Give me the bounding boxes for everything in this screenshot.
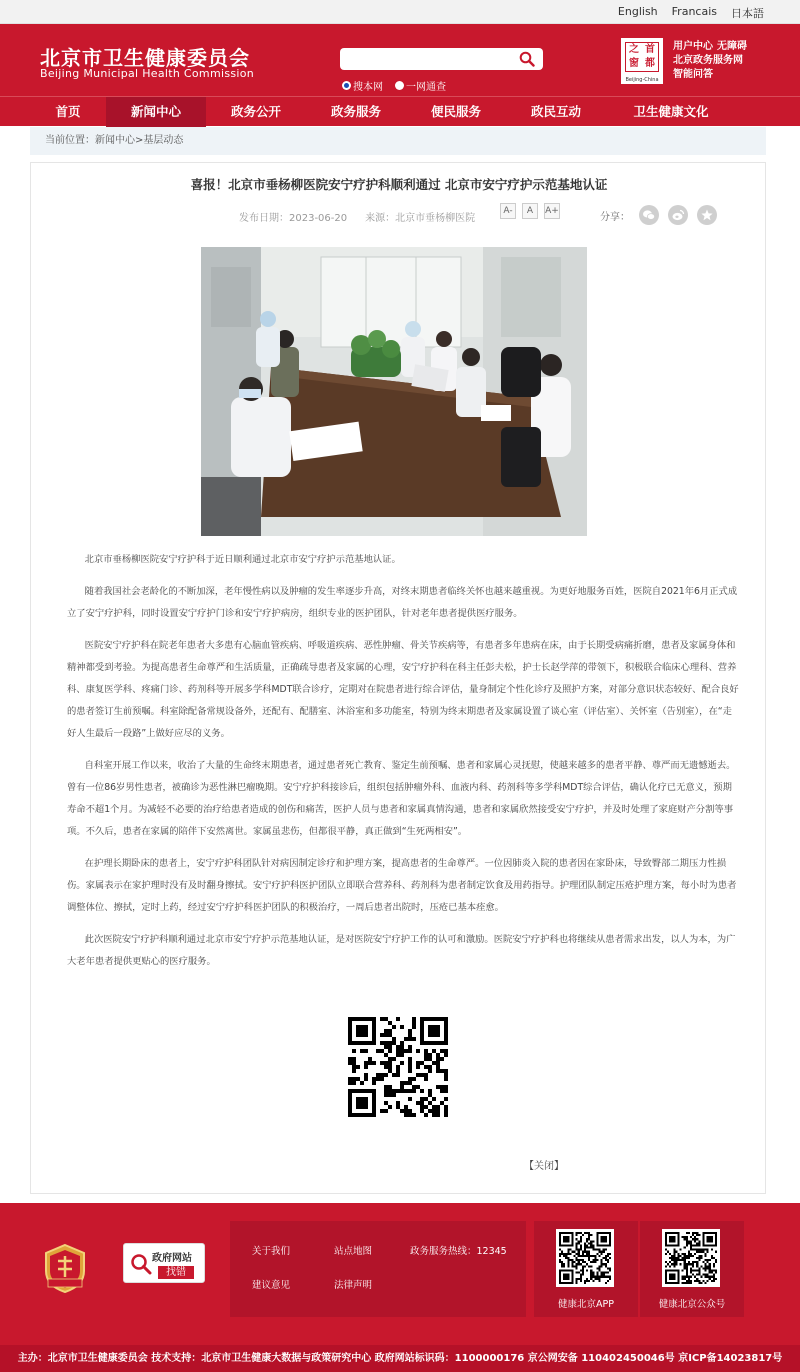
capital-window-seal[interactable]: 之 首 窗 都 Beijing-China [621, 38, 663, 84]
magnifier-icon [130, 1253, 152, 1275]
share-bar [600, 205, 717, 225]
site-logo-en: Beijing Municipal Health Commission [40, 67, 255, 80]
article-qr-code-icon [348, 1017, 448, 1117]
article-paragraph: 北京市垂杨柳医院安宁疗护科于近日顺利通过北京市安宁疗护示范基地认证。 [84, 554, 401, 565]
nav-public-service[interactable]: 便民服务 [430, 104, 481, 119]
article-paragraph: 在护理长期卧床的患者上，安宁疗护科团队针对病因制定诊疗和护理方案，提高患者的生命尊严。一位因肺炎入院的患者因在家卧床，导致臀部二期压力性损伤。家属表示在家护理时没有及时翻身擦拭。安宁疗护科医护团队立即联合营养科、药剂科为患者制定饮食及用药指导。护理团队制定压疮护理方案，每小时为患者调整体位、擦拭，定时上药，经过安宁疗护科医护团队的积极治疗，一周后患者出院时，压疮已基本痊愈。 [67, 858, 737, 913]
party-badge-icon[interactable] [42, 1243, 88, 1293]
seal-icon: 之 首 窗 都 [625, 42, 659, 72]
meeting-photo [201, 247, 587, 536]
main-nav [0, 96, 800, 126]
lang-french-link[interactable]: Francais [671, 5, 717, 18]
search-icon[interactable] [519, 51, 535, 67]
article-paragraph: 此次医院安宁疗护科顺利通过北京市安宁疗护示范基地认证，是对医院安宁疗护工作的认可和激励。医院安宁疗护科也将继续从患者需求出发，以人为本，为广大老年患者提供更贴心的医疗服务。 [67, 934, 736, 967]
smart-qa-link[interactable]: 智能问答 [673, 69, 713, 80]
font-size-controls [500, 203, 560, 219]
nav-home[interactable]: 首页 [55, 104, 81, 119]
about-us-link[interactable]: 关于我们 [252, 1246, 291, 1257]
feedback-link[interactable]: 建议意见 [252, 1280, 291, 1291]
article-paragraph: 医院安宁疗护科在院老年患者大多患有心脑血管疾病、呼吸道疾病、恶性肿瘤、骨关节疾病等，有患者多年患病在床，由于长期受病痛折磨，患者及家属身体和精神都受到考验。为提高患者生命尊严和生活质量，正确疏导患者及家属的心理，安宁疗护科在科主任彭夫松，护士长赵学萍的带领下，积极联合临床心理科、营养科、康复医学科、疼痛门诊、药剂科等开展多学科MDT联合诊疗，定期对在院患者进行综合评估，量身制定个性化诊疗及照护方案，对部分意识状态较好、配合良好的患者签订生前预嘱。科室除配备常规设备外，还配有、配膳室、沐浴室和多功能室，特别为终末期患者及家属设置了谈心室（评估室）、关怀室（告别室），在“走好人生最后一段路”上做好应尽的义务。 [67, 640, 739, 739]
footer-links [230, 1221, 526, 1317]
font-normal-button[interactable]: A [522, 203, 538, 219]
app-qr-code-icon [559, 1232, 611, 1284]
font-larger-button[interactable]: A+ [544, 203, 560, 219]
nav-health-culture[interactable]: 卫生健康文化 [633, 104, 709, 119]
wechat-icon[interactable] [639, 205, 659, 225]
article-source: 来源：北京市垂杨柳医院 [365, 213, 476, 224]
wechat-qr-code-icon [665, 1232, 717, 1284]
copyright-bar: 主办：北京市卫生健康委员会 技术支持：北京市卫生健康大数据与政策研究中心 政府网站标识码：1100000176 京公网安备 11040245004​6号 京ICP备14023817号 [0, 1345, 800, 1372]
search-scope [342, 78, 446, 93]
site-header [0, 24, 800, 96]
lang-japanese-link[interactable]: 日本語 [731, 7, 764, 20]
publish-date: 发布日期：2023-06-20 [239, 213, 348, 224]
language-bar [0, 0, 800, 24]
lang-english-link[interactable]: English [617, 5, 658, 18]
article-meta [239, 209, 475, 224]
legal-link[interactable]: 法律声明 [334, 1280, 373, 1291]
nav-interaction[interactable]: 政民互动 [530, 104, 581, 119]
gov-site-report-button[interactable]: 政府网站 找错 [123, 1243, 205, 1283]
sitemap-link[interactable]: 站点地图 [334, 1246, 373, 1257]
close-link[interactable]: 【关闭】 [524, 1161, 564, 1172]
article-container [30, 162, 766, 1194]
scope-site-radio[interactable]: 搜本网 [342, 78, 383, 93]
search-box [340, 48, 543, 70]
hotline-text: 政务服务热线：12345 [410, 1246, 507, 1257]
nav-gov-open[interactable]: 政务公开 [230, 104, 281, 119]
site-footer [0, 1203, 800, 1345]
nav-gov-service[interactable]: 政务服务 [330, 104, 381, 119]
header-quick-links [673, 40, 751, 82]
article-body [67, 549, 739, 983]
site-logo-cn[interactable]: 北京市卫生健康委员会 [40, 46, 250, 70]
scope-all-radio[interactable]: 一网通查 [395, 78, 446, 93]
breadcrumb[interactable]: 当前位置：新闻中心>基层动态 [30, 127, 766, 155]
language-links [618, 5, 764, 21]
article-paragraph: 随着我国社会老龄化的不断加深，老年慢性病以及肿瘤的发生率逐步升高，对终末期患者临终关怀也越来越重视。为更好地服务百姓，医院自2021年6月正式成立了安宁疗护科，同时设置安宁疗护门诊和安宁疗护病房，组织专业的医护团队，针对老年患者提供医疗服务。 [67, 586, 738, 619]
star-icon[interactable] [697, 205, 717, 225]
share-label: 分享： [600, 211, 630, 223]
gov-service-link[interactable]: 北京政务服务网 [673, 55, 743, 66]
search-input[interactable] [340, 49, 510, 71]
app-qr-card[interactable]: 健康北京APP [534, 1221, 638, 1317]
user-center-link[interactable]: 用户中心 [673, 41, 713, 52]
article-paragraph: 自科室开展工作以来，收治了大量的生命终末期患者，通过患者死亡教育、鉴定生前预嘱、患者和家属心灵抚慰，使越来越多的患者平静、尊严而无遗憾逝去。曾有一位86岁男性患者，被确诊为恶性淋巴瘤晚期。安宁疗护科接诊后，组织包括肿瘤外科、血液内科、药剂科等多学科MDT综合评估，确认化疗已无意义，预期寿命不超1个月。为减轻不必要的治疗给患者造成的创伤和痛苦，医护人员与患者和家属真情沟通，患者和家属欣然接受安宁疗护，并及时处理了家庭财产分割等事项。不久后，患者在家属的陪伴下安然离世。家属虽悲伤，但都很平静，真正做到“生死两相安”。 [67, 760, 736, 837]
accessibility-link[interactable]: 无障碍 [717, 41, 747, 52]
radio-checked-icon [342, 81, 351, 90]
article-title: 喜报！北京市垂杨柳医院安宁疗护科顺利通过 北京市安宁疗护示范基地认证 [190, 177, 608, 192]
radio-unchecked-icon [395, 81, 404, 90]
wechat-qr-card[interactable]: 健康北京公众号 [640, 1221, 744, 1317]
font-smaller-button[interactable]: A- [500, 203, 516, 219]
weibo-icon[interactable] [668, 205, 688, 225]
nav-news[interactable]: 新闻中心 [106, 97, 206, 127]
